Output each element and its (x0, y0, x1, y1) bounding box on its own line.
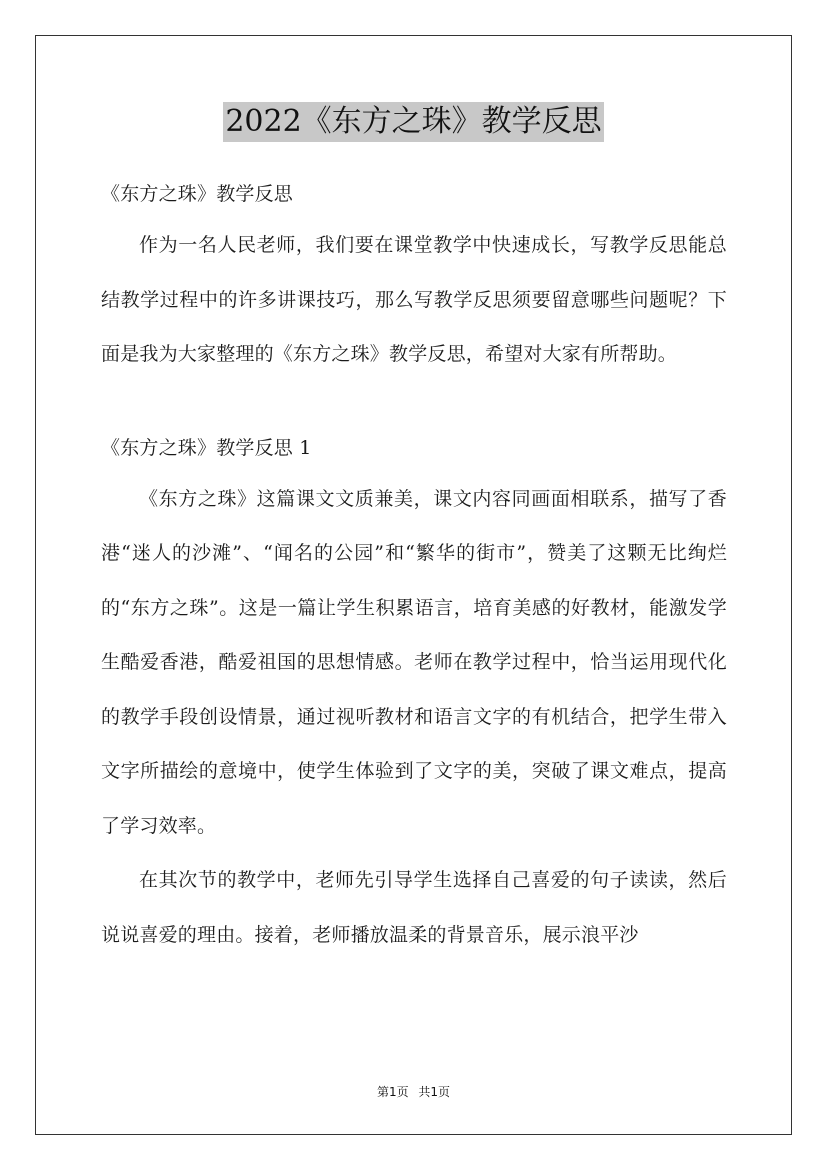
page-total: 共1页 (418, 1085, 451, 1099)
spacer (101, 382, 727, 424)
document-title: 2022《东方之珠》教学反思 (223, 102, 603, 142)
title-container (0, 102, 827, 142)
page-footer (0, 1083, 827, 1100)
page-number: 第1页 (376, 1085, 409, 1099)
section1-paragraph-2: 在其次节的教学中，老师先引导学生选择自己喜爱的句子读读，然后说说喜爱的理由。接着，老师播放温柔的背景音乐，展示浪平沙 (101, 869, 727, 946)
intro-heading: 《东方之珠》教学反思 (101, 183, 294, 205)
intro-paragraph: 作为一名人民老师，我们要在课堂教学中快速成长，写教学反思能总结教学过程中的许多讲课技巧，那么写教学反思须要留意哪些问题呢？下面是我为大家整理的《东方之珠》教学反思，希望对大家有所帮助。 (101, 234, 727, 365)
section1-heading: 《东方之珠》教学反思 1 (101, 436, 312, 459)
document-body (101, 170, 727, 962)
section1-paragraph-1: 《东方之珠》这篇课文文质兼美，课文内容同画面相联系，描写了香港“迷人的沙滩”、“闻名的公园”和“繁华的街市”，赞美了这颗无比绚烂的“东方之珠”。这是一篇让学生积累语言，培育美感的好教材，能激发学生酷爱香港，酷爱祖国的思想情感。老师在教学过程中，恰当运用现代化的教学手段创设情景，通过视听教材和语言文字的有机结合，把学生带入文字所描绘的意境中，使学生体验到了文字的美，突破了课文难点，提高了学习效率。 (101, 487, 727, 837)
